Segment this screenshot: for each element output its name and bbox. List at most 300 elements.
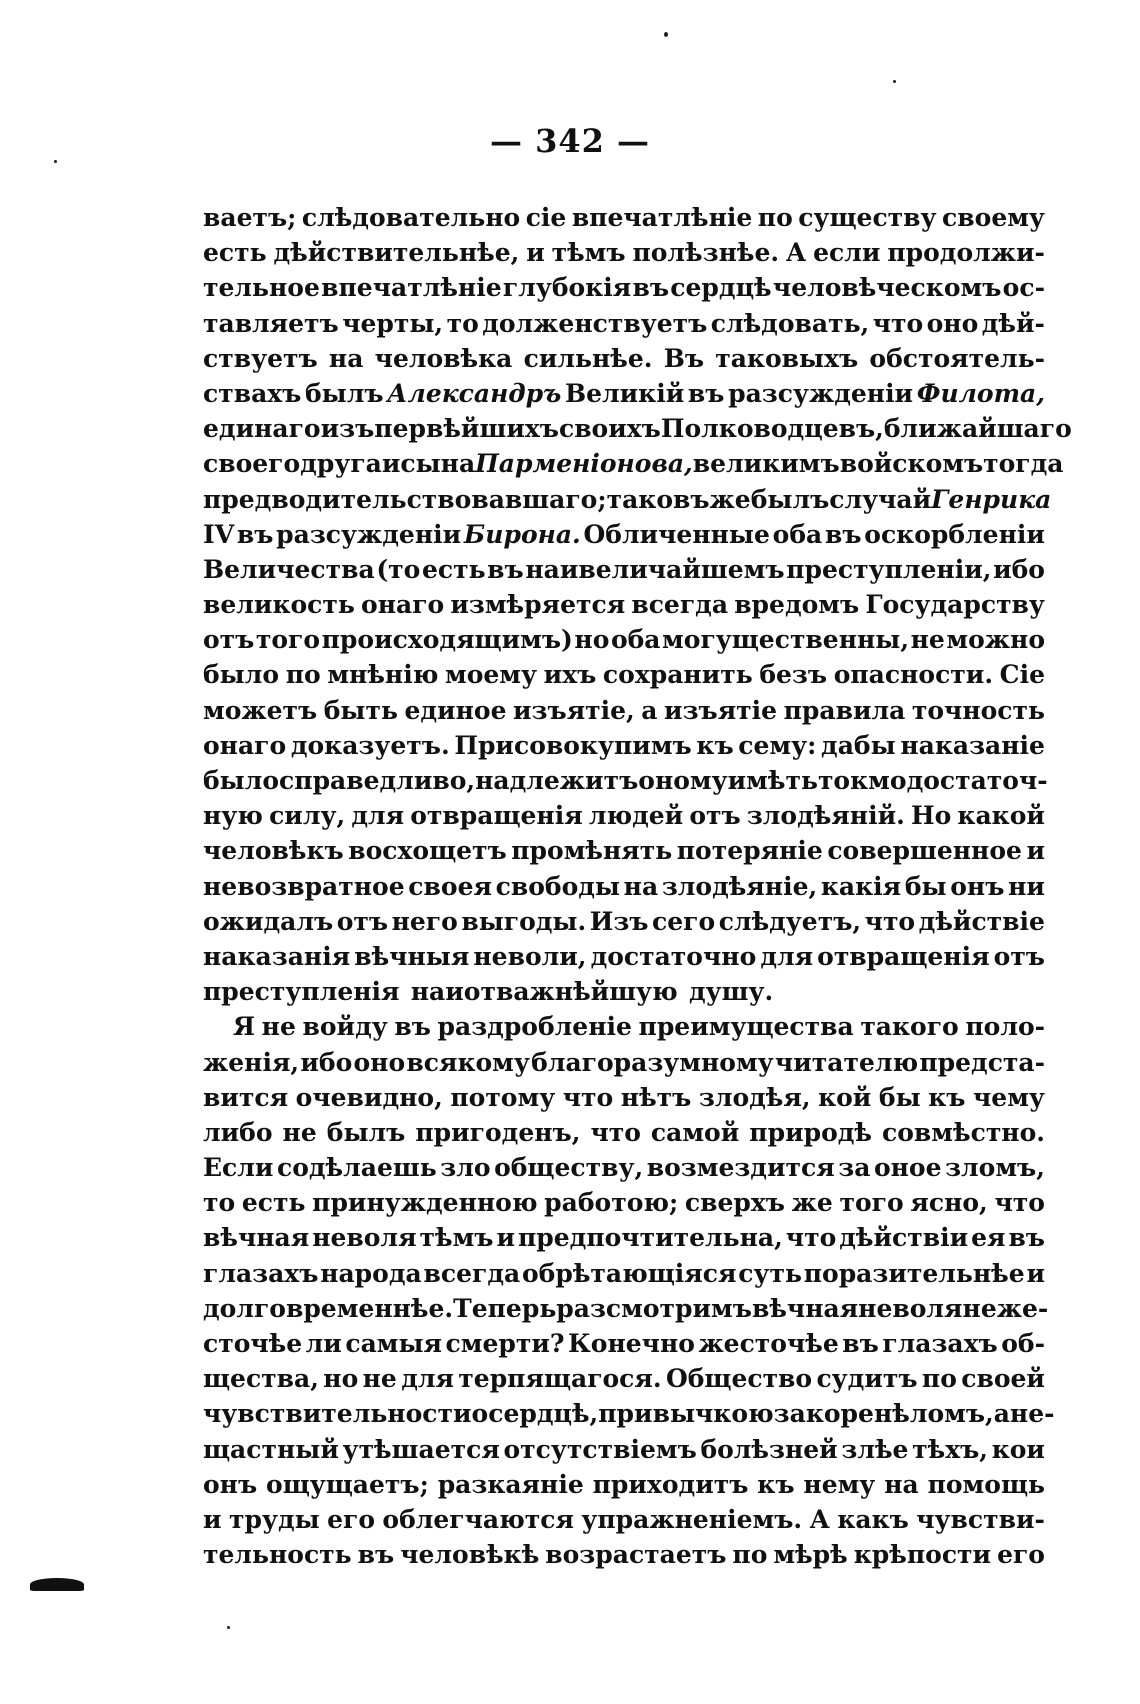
word: ясно, [910, 1188, 988, 1218]
word: (то [376, 554, 421, 584]
word: то [446, 308, 479, 338]
word: же [709, 484, 751, 514]
word: своему [942, 203, 1045, 232]
text-line [203, 833, 1045, 868]
word: тѣмъ [551, 238, 626, 268]
word: а [641, 695, 658, 725]
word: въ [1008, 1223, 1045, 1253]
word: изъятіе [664, 695, 778, 725]
word: ни [1008, 871, 1045, 901]
word: онаго [203, 730, 287, 760]
text-line [203, 869, 1045, 904]
word: народа [320, 1258, 422, 1288]
word: ли [305, 1329, 342, 1358]
text-line [203, 974, 1045, 1009]
text-line [203, 1256, 1045, 1291]
word: въ [236, 519, 274, 549]
word: очевидно, [295, 1082, 443, 1112]
word: не- [1009, 1399, 1055, 1429]
ink-speck [227, 1626, 230, 1629]
word: въ [824, 519, 862, 549]
word: къ [696, 730, 734, 760]
word: возмездится [646, 1153, 835, 1183]
word: Государству [865, 590, 1045, 620]
word: смерти? [445, 1329, 565, 1358]
word: об- [1001, 1329, 1045, 1358]
word: былъ [326, 1117, 406, 1147]
word: какъ [837, 1504, 909, 1534]
word: вредомъ [734, 590, 860, 620]
word: Конечно [568, 1329, 695, 1358]
word: есть [421, 554, 486, 584]
word: него [391, 906, 458, 936]
paragraph [203, 1009, 1055, 1572]
word: ближайшаго [883, 414, 1072, 444]
word: Изъ [589, 906, 649, 936]
word: изъ [320, 414, 375, 444]
word: сердцѣ, [488, 1399, 599, 1429]
word: человѣка [374, 343, 513, 373]
word: оба [610, 625, 661, 655]
text-line [203, 1185, 1045, 1220]
word: быть [323, 695, 398, 725]
word: привычкою [598, 1399, 774, 1429]
word: дѣйствіи [839, 1223, 969, 1253]
text-line [203, 411, 1072, 446]
word: вѣчная [203, 1223, 310, 1253]
word: Генрика [931, 484, 1052, 514]
word: есть [203, 238, 267, 268]
word: принужденною [312, 1188, 538, 1218]
word: отъ [993, 941, 1045, 971]
word: Полководцевъ, [660, 414, 884, 444]
text-line [203, 1432, 1045, 1467]
word: оное [873, 1153, 942, 1183]
ink-blot [30, 1578, 84, 1591]
word: есть [241, 1188, 306, 1218]
text-line [203, 270, 1045, 305]
word: безъ [759, 660, 828, 690]
word: единаго [203, 414, 321, 444]
word: не [261, 1012, 296, 1042]
word: бы [904, 871, 947, 901]
text-line [203, 904, 1045, 939]
text-line [203, 446, 1064, 481]
word: вѣчныя [354, 941, 470, 971]
word: первѣйшихъ [374, 414, 559, 444]
word: тѣмъ [419, 1223, 494, 1253]
word: Парменіонова, [475, 449, 693, 479]
word: слѣдовательно [301, 203, 521, 232]
word: природѣ [749, 1117, 873, 1147]
word: Теперь [453, 1293, 557, 1323]
word: чувстви- [916, 1504, 1045, 1534]
word: былъ [305, 378, 384, 408]
word: кои [991, 1434, 1045, 1464]
word: того [839, 1188, 904, 1218]
word: обществу, [494, 1153, 644, 1183]
text-line [203, 1080, 1045, 1115]
word: для [351, 801, 405, 831]
text-line [203, 376, 1045, 411]
word: содѣлаешь [277, 1153, 437, 1183]
word: а [993, 1399, 1010, 1429]
text-line [203, 1009, 1045, 1044]
word: оному [638, 766, 728, 795]
word: его [997, 1540, 1045, 1570]
word: вѣчная [751, 1293, 859, 1323]
word: не [282, 1117, 317, 1147]
word: ожидалъ [203, 906, 334, 936]
word: обрѣтающіяся [521, 1258, 737, 1288]
word: надлежитъ [475, 766, 639, 795]
word: по [285, 660, 321, 690]
word: потеряніе [676, 836, 823, 866]
word: въ [632, 273, 670, 303]
word: мѣрѣ [773, 1540, 848, 1570]
word: судитъ [816, 1364, 918, 1394]
text-line [203, 728, 1045, 763]
word: великость [203, 590, 355, 620]
word: ную [203, 801, 263, 831]
word: сего [652, 906, 716, 936]
text-line [203, 200, 1045, 235]
paragraph [203, 200, 1072, 1009]
word: къ [928, 1082, 966, 1112]
word: отъ [336, 906, 389, 936]
word: что [872, 308, 924, 338]
word: силу, [269, 801, 346, 831]
text-line [203, 1045, 1045, 1080]
word: на [884, 1469, 919, 1499]
word: о [471, 1399, 489, 1429]
word: неволя [312, 1223, 417, 1253]
text-line [203, 657, 1045, 692]
word: зло [440, 1153, 491, 1183]
word: достаточно [590, 941, 757, 971]
text-line [203, 798, 1045, 833]
word: въ [842, 1329, 879, 1358]
word: таковъ [606, 484, 710, 514]
word: и [526, 238, 545, 268]
word: великимъ [692, 449, 840, 479]
text-line [203, 1467, 1045, 1502]
word: бы [878, 1082, 921, 1112]
word: происходящимъ) [321, 625, 573, 655]
word: либо [203, 1117, 273, 1147]
word: раздробленіе [437, 1012, 632, 1042]
word: Бирона. [463, 519, 581, 549]
text-line [203, 622, 1045, 657]
word: былъ [750, 484, 830, 514]
word: доказуетъ. [290, 730, 450, 760]
word: сверхъ [684, 1188, 785, 1218]
word: преступленіи, [786, 554, 992, 584]
word: на [328, 343, 364, 373]
word: преимущества [638, 1012, 854, 1042]
text-line [203, 1326, 1045, 1361]
word: тѣхъ, [912, 1434, 989, 1464]
word: совмѣстно. [882, 1117, 1045, 1147]
word: читателю [774, 1047, 919, 1077]
word: единое [404, 695, 507, 725]
word: на [623, 871, 659, 901]
word: промѣнять [511, 836, 673, 866]
word: долженствуетъ [482, 308, 708, 338]
text-line [203, 1150, 1045, 1185]
word: справедливо, [279, 766, 476, 795]
word: Сіе [999, 660, 1045, 690]
word: предста- [919, 1047, 1045, 1077]
text-line [203, 1361, 1045, 1396]
word: оно [353, 1047, 406, 1077]
text-line [203, 517, 1045, 552]
word: не [910, 625, 945, 655]
word: чему [972, 1082, 1045, 1112]
word: Если [203, 1153, 274, 1183]
word: онаго [361, 590, 445, 620]
word: злодѣяніе, [661, 871, 818, 901]
word: разсмотримъ [556, 1293, 752, 1323]
word: разсужденіи [728, 378, 914, 408]
text-line [203, 552, 1045, 587]
word: наивеличайшемъ [525, 554, 785, 584]
word: же [791, 1188, 833, 1218]
word: полѣзнѣе. [632, 238, 780, 268]
word: закоренѣломъ, [773, 1399, 994, 1429]
word: какой [957, 801, 1045, 831]
word: тельность [203, 1540, 352, 1570]
word: къ [757, 1469, 795, 1499]
word: наказаніе [900, 730, 1045, 760]
word: А [809, 1504, 830, 1534]
word: но [323, 1364, 359, 1394]
word: утѣшается [342, 1434, 500, 1464]
word: опасности. [833, 660, 994, 690]
ink-speck [893, 80, 896, 83]
word: совершенное [827, 836, 1022, 866]
word: людей [588, 801, 684, 831]
word: выгоды. [461, 906, 587, 936]
word: поло- [965, 1012, 1045, 1042]
word: возрастаетъ [545, 1540, 727, 1570]
word: по [921, 1364, 957, 1394]
text-line [203, 341, 1045, 376]
word: неволи, [473, 941, 587, 971]
word: обстоятель- [869, 343, 1045, 373]
word: онъ [203, 1469, 258, 1499]
word: что [785, 1223, 837, 1253]
word: ос- [1002, 273, 1045, 303]
word: слѣдовать, [710, 308, 870, 338]
word: и [1026, 836, 1045, 866]
word: и [496, 1223, 515, 1253]
word: оскорбленіи [864, 519, 1045, 549]
word: глазахъ [882, 1329, 998, 1358]
word: всегда [423, 1258, 521, 1288]
word: черты, [342, 308, 444, 338]
word: можетъ [203, 695, 318, 725]
word: наиотважнѣйшую [410, 977, 678, 1007]
word: нему [803, 1469, 876, 1499]
text-line [203, 693, 1045, 728]
word: щества, [203, 1364, 319, 1394]
word: нѣтъ [620, 1082, 692, 1112]
word: приходитъ [592, 1469, 749, 1499]
word: дѣй- [981, 308, 1045, 338]
word: по [732, 1540, 768, 1570]
text-line [203, 306, 1045, 341]
word: пригоденъ, [415, 1117, 581, 1147]
word: облегчаются [382, 1504, 574, 1534]
word: отъ [689, 801, 741, 831]
word: можно [946, 625, 1045, 655]
word: сына [400, 449, 476, 479]
word: было [203, 766, 280, 795]
word: изъятіе, [513, 695, 635, 725]
text-line [203, 1502, 1045, 1537]
word: точность [911, 695, 1045, 725]
text-line [203, 1291, 1049, 1326]
word: Присовокупимъ [454, 730, 692, 760]
word: разкаяніе [437, 1469, 584, 1499]
word: терпящагося. [458, 1364, 662, 1394]
text-line [203, 939, 1045, 974]
word: болѣзней [700, 1434, 838, 1464]
word: чувствительности [203, 1399, 472, 1429]
word: что [562, 1082, 614, 1112]
word: человѣческомъ [772, 273, 1002, 303]
word: IV [203, 519, 235, 549]
word: сточѣе [203, 1329, 303, 1358]
word: предпочтительна, [517, 1223, 783, 1253]
text-line [203, 1115, 1045, 1150]
word: въ [357, 1540, 395, 1570]
word: тельное [203, 273, 320, 303]
word: упражненіемъ. [581, 1504, 803, 1534]
text-line [203, 1537, 1045, 1572]
word: кой [818, 1082, 872, 1112]
word: злѣе [841, 1434, 909, 1464]
word: разсужденіи [276, 519, 462, 549]
word: не [962, 1293, 997, 1323]
word: Но [910, 801, 952, 831]
word: всякому [406, 1047, 530, 1077]
word: злодѣяній. [746, 801, 905, 831]
word: въ [394, 1012, 431, 1042]
word: помощь [927, 1469, 1045, 1499]
word: то [203, 1188, 236, 1218]
word: Я [233, 1012, 256, 1042]
word: что [864, 906, 916, 936]
word: глазахъ [203, 1258, 319, 1288]
word: восхощетъ [348, 836, 507, 866]
word: тавляетъ [203, 308, 339, 338]
word: щастный [203, 1434, 339, 1464]
word: ибо [993, 554, 1045, 584]
word: существу [798, 203, 937, 232]
word: для [401, 1364, 454, 1394]
word: ея [971, 1223, 1006, 1253]
word: измѣряется [450, 590, 626, 620]
word: сему: [738, 730, 817, 760]
word: но [574, 625, 610, 655]
word: въ [687, 378, 725, 408]
text-line [203, 482, 1052, 517]
word: долговременнѣе. [203, 1293, 454, 1323]
word: войскомъ [839, 449, 984, 479]
word: сильнѣе. [523, 343, 653, 373]
word: своей [961, 1364, 1045, 1394]
word: злодѣя, [698, 1082, 811, 1112]
word: предводительствовавшаго; [203, 484, 607, 514]
word: ваетъ; [203, 203, 297, 232]
text-line [203, 1220, 1045, 1255]
word: поразительнѣе [803, 1258, 1025, 1288]
word: продолжи- [887, 238, 1045, 268]
word: благоразумному [531, 1047, 774, 1077]
word: достаточ- [906, 766, 1048, 795]
word: преступленія [203, 977, 400, 1007]
word: и [203, 1504, 222, 1534]
word: всегда [631, 590, 729, 620]
word: по [757, 203, 793, 232]
text-line [203, 763, 1048, 798]
word: невозвратное [203, 871, 405, 901]
word: Въ [663, 343, 704, 373]
word: оба [772, 519, 823, 549]
body-text [203, 200, 1072, 1572]
text-line [203, 235, 1045, 270]
word: Великій [564, 378, 685, 408]
word: ибо [300, 1047, 353, 1077]
word: свободы [495, 871, 620, 901]
word: ствахъ [203, 378, 302, 408]
word: отъ [203, 625, 255, 655]
word: мнѣнію [327, 660, 439, 690]
word: глубокія [502, 273, 632, 303]
word: правила [783, 695, 906, 725]
word: друга [300, 449, 382, 479]
word: Величества [203, 554, 375, 584]
text-line [203, 587, 1045, 622]
word: оно [926, 308, 979, 338]
word: за [838, 1153, 871, 1183]
word: труды [228, 1504, 320, 1534]
word: онъ [950, 871, 1005, 901]
word: работою; [544, 1188, 679, 1218]
word: Обличенные [583, 519, 770, 549]
word: что [590, 1117, 641, 1147]
text-line [203, 1396, 1055, 1431]
word: Филота, [916, 378, 1045, 408]
word: моему [444, 660, 538, 690]
word: самой [650, 1117, 740, 1147]
word: жесточѣе [698, 1329, 839, 1358]
word: его [327, 1504, 375, 1534]
word: вится [203, 1082, 289, 1112]
word: своего [203, 449, 301, 479]
word: если [813, 238, 881, 268]
word: и [1026, 1258, 1045, 1288]
word: сохранить [602, 660, 753, 690]
word: Александръ [387, 378, 562, 408]
word: отсутствіемъ [503, 1434, 697, 1464]
word: зломъ, [945, 1153, 1045, 1183]
word: не [362, 1364, 397, 1394]
ink-speck [664, 32, 668, 37]
word: могущественны, [662, 625, 910, 655]
